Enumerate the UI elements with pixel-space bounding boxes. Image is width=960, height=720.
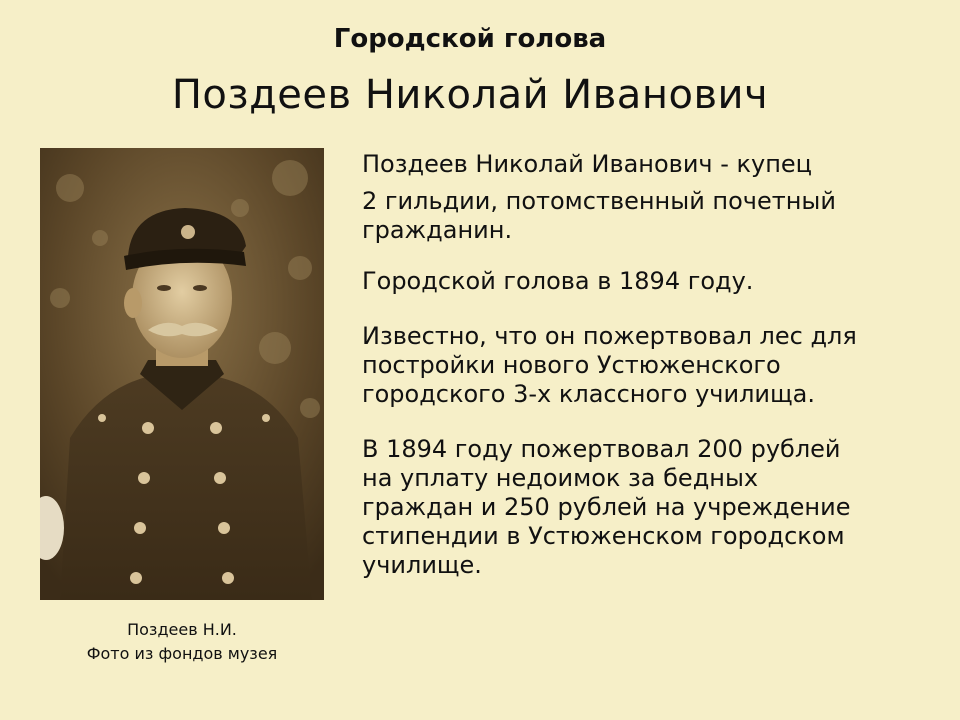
text-line: В 1894 году пожертвовал 200 рублей <box>362 435 841 463</box>
paragraph-1 <box>362 150 922 179</box>
text-line: стипендии в Устюженском городском <box>362 522 845 550</box>
biography-text <box>362 150 922 580</box>
text-line: Городской голова в 1894 году. <box>362 267 754 295</box>
text-line: гражданин. <box>362 216 513 244</box>
slide-title: Поздеев Николай Иванович <box>171 72 769 118</box>
text-line: Известно, что он пожертвовал лес для <box>362 322 857 350</box>
caption-name: Поздеев Н.И. <box>127 620 237 639</box>
text-line: 2 гильдии, потомственный почетный <box>362 187 836 215</box>
text-line: Поздеев Николай Иванович - купец <box>362 150 812 178</box>
text-line: граждан и 250 рублей на учреждение <box>362 493 851 521</box>
text-line: на уплату недоимок за бедных <box>362 464 759 492</box>
paragraph-5 <box>362 435 922 580</box>
photo-caption <box>40 618 324 666</box>
paragraph-2 <box>362 187 922 245</box>
portrait-illustration <box>40 148 324 600</box>
paragraph-3 <box>362 267 922 296</box>
paragraph-4 <box>362 322 922 409</box>
caption-source: Фото из фондов музея <box>86 644 278 663</box>
portrait-photo <box>40 148 324 600</box>
text-line: городского 3-х классного училища. <box>362 380 815 408</box>
text-line: училище. <box>362 551 482 579</box>
text-line: постройки нового Устюженского <box>362 351 781 379</box>
slide-subtitle: Городской голова <box>333 24 607 54</box>
